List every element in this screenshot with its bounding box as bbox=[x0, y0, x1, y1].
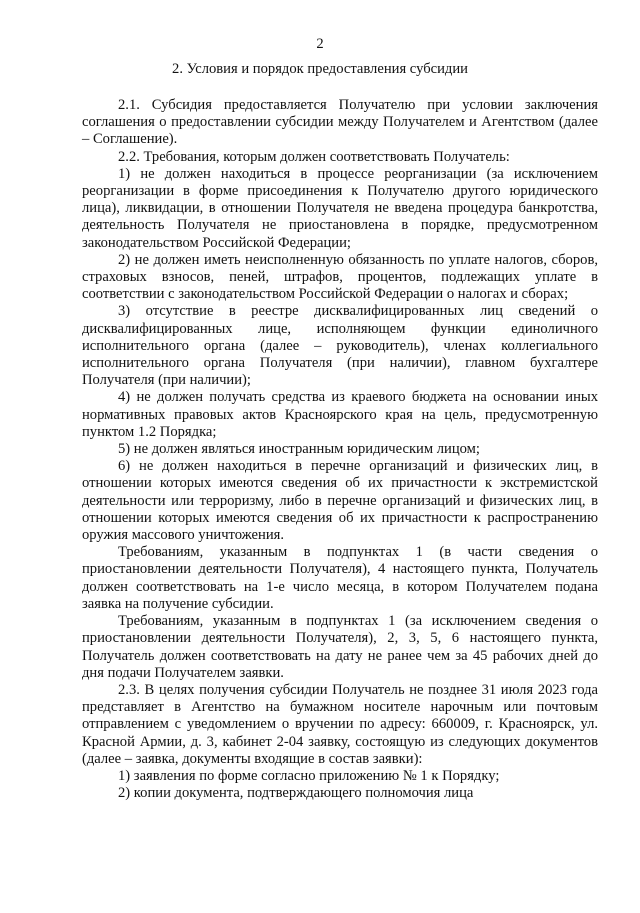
compliance-note-2: Требованиям, указанным в подпунктах 1 (за исключением сведения о приостановлении деятельности Получателя), 2, 3, 5, 6 настоящего пункта, Получатель должен соответствовать на дату не ранее чем за 45 рабочих дней до дня подачи Получателем заявки. bbox=[82, 613, 598, 681]
requirement-3: 3) отсутствие в реестре дисквалифицированных лиц сведений о дисквалифицированных лице, исполняющем функции единоличного исполнительного органа (далее – руководитель), членах коллегиального исполнительного органа Получателя (при наличии), главном бухгалтере Получателя (при наличии); bbox=[82, 303, 598, 389]
paragraph-2-1: 2.1. Субсидия предоставляется Получателю при условии заключения соглашения о предоставлении субсидии между Получателем и Агентством (далее – Соглашение). bbox=[82, 97, 598, 148]
requirement-1: 1) не должен находиться в процессе реорганизации (за исключением реорганизации в форме присоединения к Получателю другого юридического лица), ликвидации, в отношении Получателя не введена процедура банкротства, деятельность Получателя не приостановлена в порядке, предусмотренном законодательством Российской Федерации; bbox=[82, 165, 598, 251]
document-body bbox=[82, 97, 598, 802]
compliance-note-1: Требованиям, указанным в подпунктах 1 (в части сведения о приостановлении деятельности Получателя), 4 настоящего пункта, Получатель должен соответствовать на 1-е число месяца, в котором Получателем подана заявка на получение субсидии. bbox=[82, 544, 598, 612]
requirement-4: 4) не должен получать средства из краевого бюджета на основании иных нормативных правовых актов Красноярского края на цель, предусмотренную пунктом 1.2 Порядка; bbox=[82, 389, 598, 440]
paragraph-2-2: 2.2. Требования, которым должен соответствовать Получатель: bbox=[118, 148, 510, 165]
page-number: 2 bbox=[316, 36, 324, 52]
requirement-2: 2) не должен иметь неисполненную обязанность по уплате налогов, сборов, страховых взносов, пеней, штрафов, процентов, подлежащих уплате в соответствии с законодательством Российской Федерации о налогах и сборах; bbox=[82, 251, 598, 303]
document-item-2: 2) копии документа, подтверждающего полномочия лица bbox=[118, 785, 474, 802]
requirement-6: 6) не должен находиться в перечне организаций и физических лиц, в отношении которых имеются сведения об их причастности к экстремистской деятельности или терроризму, либо в перечне организаций и физических лиц, в отношении которых имеются сведения об их причастности к распространению оружия массового уничтожения. bbox=[82, 458, 598, 544]
section-title: 2. Условия и порядок предоставления субсидии bbox=[172, 61, 468, 77]
requirement-5: 5) не должен являться иностранным юридическим лицом; bbox=[118, 441, 480, 458]
document-item-1: 1) заявления по форме согласно приложению № 1 к Порядку; bbox=[118, 767, 500, 784]
paragraph-2-3: 2.3. В целях получения субсидии Получатель не позднее 31 июля 2023 года представляет в Агентство на бумажном носителе нарочным или почтовым отправлением с уведомлением о вручении по адресу: 660009, г. Красноярск, ул. Красной Армии, д. 3, кабинет 2-04 заявку, состоящую из следующих документов (далее – заявка, документы входящие в состав заявки): bbox=[82, 681, 598, 767]
